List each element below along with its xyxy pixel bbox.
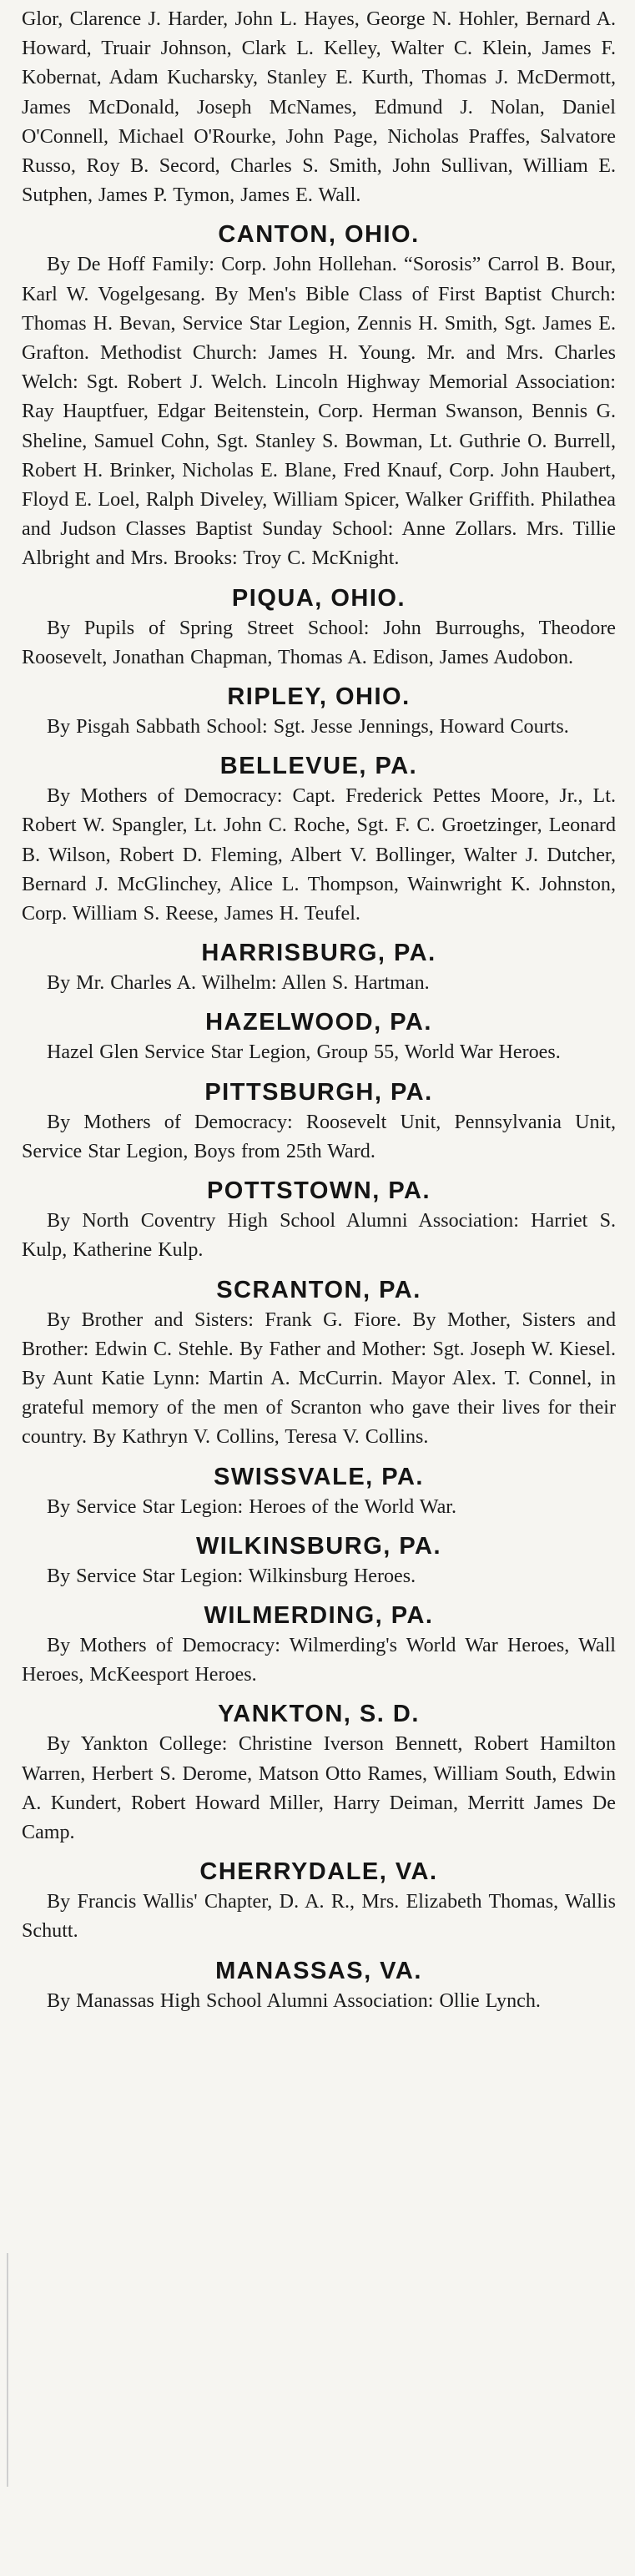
memorial-section <box>22 750 616 929</box>
section-heading: CHERRYDALE, VA. <box>199 1858 438 1886</box>
section-text: By Service Star Legion: Heroes of the World War. <box>47 1495 457 1518</box>
memorial-section <box>22 1006 616 1067</box>
page-edge-rule <box>7 2253 8 2487</box>
section-text: By Francis Wallis' Chapter, D. A. R., Mrs. Elizabeth Thomas, Wallis Schutt. <box>22 1891 616 1943</box>
memorial-list-column <box>22 5 616 2016</box>
section-heading: MANASSAS, VA. <box>215 1957 422 1984</box>
memorial-section <box>22 219 616 573</box>
memorial-section <box>22 1856 616 1946</box>
section-heading: HAZELWOOD, PA. <box>205 1009 432 1036</box>
section-text: By Mothers of Democracy: Roosevelt Unit, Pennsylvania Unit, Service Star Legion, Boys from 25th Ward. <box>22 1111 616 1162</box>
section-heading: BELLEVUE, PA. <box>219 753 418 780</box>
memorial-section <box>22 1274 616 1453</box>
section-text: By Pisgah Sabbath School: Sgt. Jesse Jennings, Howard Courts. <box>47 716 569 739</box>
memorial-section <box>22 1698 616 1848</box>
section-text: By Service Star Legion: Wilkinsburg Heroes. <box>47 1565 416 1587</box>
section-text: By Mr. Charles A. Wilhelm: Allen S. Hartman. <box>47 972 430 995</box>
section-text: By Pupils of Spring Street School: John Burroughs, Theodore Roosevelt, Jonathan Chapman, Thomas A. Edison, James Audobon. <box>22 617 616 668</box>
sections-container <box>22 219 616 2015</box>
section-heading: WILKINSBURG, PA. <box>195 1532 442 1560</box>
section-heading: YANKTON, S. D. <box>218 1701 420 1728</box>
section-heading: SWISSVALE, PA. <box>214 1463 424 1490</box>
memorial-section <box>22 1955 616 2016</box>
memorial-section <box>22 937 616 998</box>
section-text: Hazel Glen Service Star Legion, Group 55, World War Heroes. <box>47 1041 561 1064</box>
memorial-section <box>22 582 616 673</box>
intro-paragraph: Glor, Clarence J. Harder, John L. Hayes, George N. Hohler, Bernard A. Howard, Truair Johnson, Clark L. Kelley, Walter C. Klein, James F. Kobernat, Adam Kucharsky, Stanley E. Kurth, Thomas J. McDermott, James McDonald, Joseph McNames, Edmund J. Nolan, Daniel O'Connell, Michael O'Rourke, John Page, Nicholas Praffes, Salvatore Russo, Roy B. Secord, Charles S. Smith, John Sullivan, William E. Sutphen, James P. Tymon, James E. Wall. <box>22 8 616 207</box>
section-heading: POTTSTOWN, PA. <box>206 1177 431 1205</box>
section-heading: RIPLEY, OHIO. <box>227 683 411 711</box>
section-text: By Brother and Sisters: Frank G. Fiore. By Mother, Sisters and Brother: Edwin C. Stehle. By Father and Mother: Sgt. Joseph W. Kiesel. By Aunt Katie Lynn: Martin A. McCurrin. Mayor Alex. T. Connel, in grateful memory of the men of Scranton who gave their lives for their country. By Kathryn V. Collins, Teresa V. Collins. <box>22 1308 616 1449</box>
memorial-section <box>22 1076 616 1167</box>
section-heading: PITTSBURGH, PA. <box>204 1078 433 1106</box>
section-heading: PIQUA, OHIO. <box>231 584 406 612</box>
section-text: By Mothers of Democracy: Wilmerding's World War Heroes, Wall Heroes, McKeesport Heroes. <box>22 1634 616 1686</box>
memorial-section <box>22 1530 616 1591</box>
memorial-section <box>22 1461 616 1522</box>
section-text: By De Hoff Family: Corp. John Hollehan. “Sorosis” Carrol B. Bour, Karl W. Vogelgesang. By Men's Bible Class of First Baptist Church: Thomas H. Bevan, Service Star Legion, Zennis H. Smith, Sgt. James E. Grafton. Methodist Church: James H. Young. Mr. and Mrs. Charles Welch: Sgt. Robert J. Welch. Lincoln Highway Memorial Association: Ray Hauptfuer, Edgar Beitenstein, Corp. Herman Swanson, Bennis G. Sheline, Samuel Cohn, Sgt. Stanley S. Bowman, Lt. Guthrie O. Burrell, Robert H. Brinker, Nicholas E. Blane, Fred Knauf, Corp. John Haubert, Floyd E. Loel, Ralph Diveley, William Spicer, Walker Griffith. Philathea and Judson Classes Baptist Sunday School: Anne Zollars. Mrs. Tillie Albright and Mrs. Brooks: Troy C. McKnight. <box>22 254 616 570</box>
section-heading: SCRANTON, PA. <box>216 1276 421 1303</box>
memorial-section <box>22 1175 616 1265</box>
section-heading: CANTON, OHIO. <box>218 221 420 249</box>
section-text: By Manassas High School Alumni Association: Ollie Lynch. <box>47 1989 541 2012</box>
section-text: By North Coventry High School Alumni Association: Harriet S. Kulp, Katherine Kulp. <box>22 1210 616 1262</box>
memorial-section <box>22 1600 616 1690</box>
section-text: By Yankton College: Christine Iverson Bennett, Robert Hamilton Warren, Herbert S. Derome, Matson Otto Rames, William South, Edwin A. Kundert, Robert Howard Miller, Harry Deiman, Merritt James De Camp. <box>22 1733 616 1843</box>
section-heading: HARRISBURG, PA. <box>201 940 436 967</box>
section-text: By Mothers of Democracy: Capt. Frederick Pettes Moore, Jr., Lt. Robert W. Spangler, Lt. John C. Roche, Sgt. F. C. Groetzinger, Leonard B. Wilson, Robert D. Fleming, Albert V. Bollinger, Walter J. Dutcher, Bernard J. McGlinchey, Alice L. Thompson, Wainwright K. Johnston, Corp. William S. Reese, James H. Teufel. <box>22 785 616 925</box>
memorial-section <box>22 681 616 742</box>
section-heading: WILMERDING, PA. <box>204 1601 434 1629</box>
